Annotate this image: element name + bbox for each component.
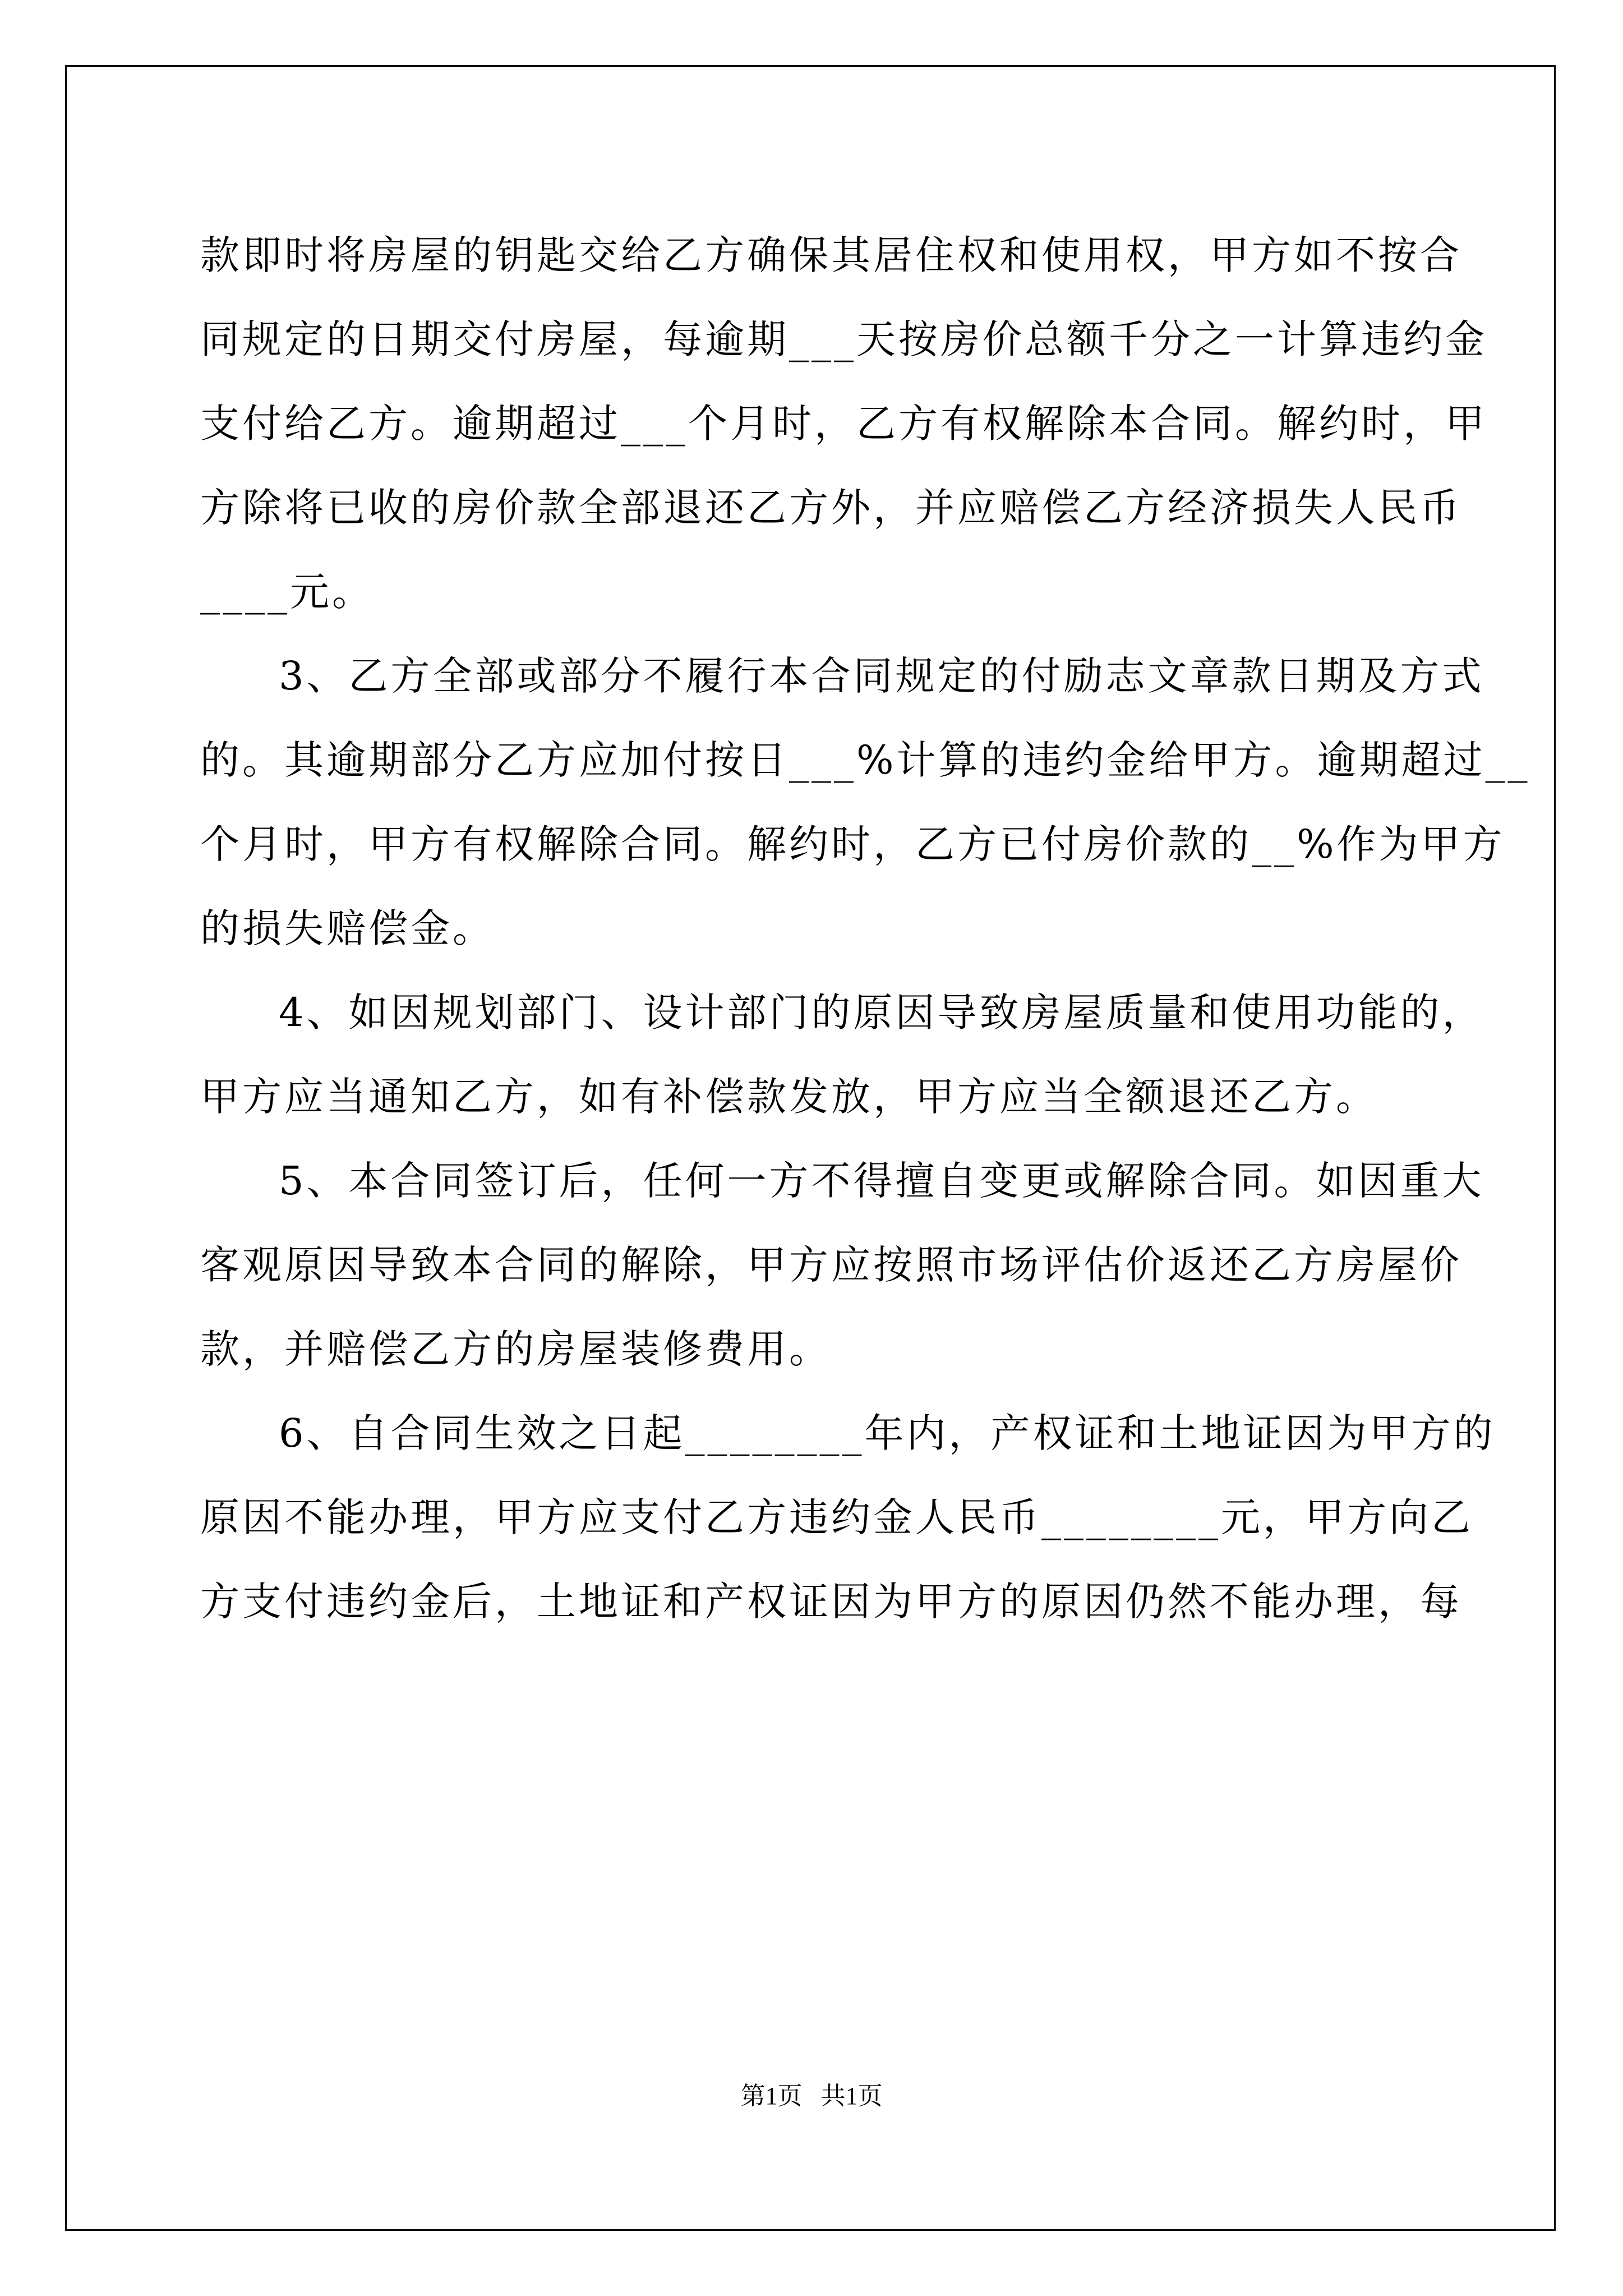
text-line: 方除将已收的房价款全部退还乙方外，并应赔偿乙方经济损失人民币 bbox=[200, 485, 1462, 531]
page-footer: 第1页 共1页 bbox=[740, 2082, 883, 2110]
text-line: 个月时，甲方有权解除合同。解约时，乙方已付房价款的__%作为甲方 bbox=[200, 821, 1505, 867]
text-line: 支付给乙方。逾期超过___个月时，乙方有权解除本合同。解约时，甲 bbox=[200, 401, 1487, 447]
text-line: ____元。 bbox=[200, 569, 374, 615]
text-line: 的损失赔偿金。 bbox=[200, 905, 495, 951]
paragraph-6-start: 6、自合同生效之日起________年内，产权证和土地证因为甲方的 bbox=[279, 1410, 1496, 1456]
paragraph-5-start: 5、本合同签订后，任何一方不得擅自变更或解除合同。如因重大 bbox=[279, 1158, 1484, 1204]
text-line: 款即时将房屋的钥匙交给乙方确保其居住权和使用权，甲方如不按合 bbox=[200, 232, 1462, 278]
text-line: 的。其逾期部分乙方应加付按日___%计算的违约金给甲方。逾期超过__ bbox=[200, 737, 1530, 783]
text-line: 款，并赔偿乙方的房屋装修费用。 bbox=[200, 1326, 831, 1372]
text-line: 同规定的日期交付房屋，每逾期___天按房价总额千分之一计算违约金 bbox=[200, 316, 1487, 362]
paragraph-4-start: 4、如因规划部门、设计部门的原因导致房屋质量和使用功能的， bbox=[279, 990, 1484, 1036]
text-line: 方支付违约金后，土地证和产权证因为甲方的原因仍然不能办理，每 bbox=[200, 1579, 1462, 1625]
text-line: 原因不能办理，甲方应支付乙方违约金人民币________元，甲方向乙 bbox=[200, 1494, 1473, 1540]
paragraph-3-start: 3、乙方全部或部分不履行本合同规定的付励志文章款日期及方式 bbox=[279, 653, 1484, 699]
text-line: 客观原因导致本合同的解除，甲方应按照市场评估价返还乙方房屋价 bbox=[200, 1242, 1462, 1288]
text-line: 甲方应当通知乙方，如有补偿款发放，甲方应当全额退还乙方。 bbox=[200, 1074, 1378, 1120]
